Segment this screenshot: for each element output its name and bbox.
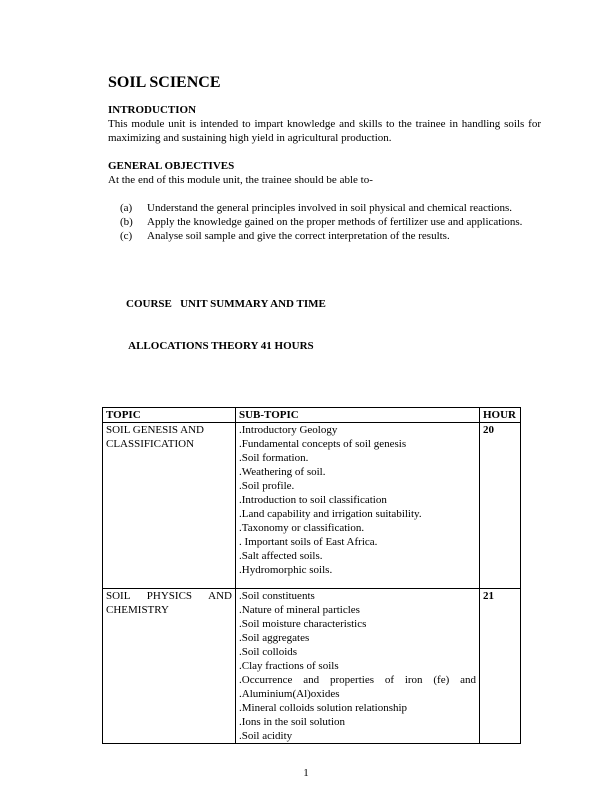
table-row <box>103 423 521 589</box>
table-row <box>103 589 521 744</box>
subtopic-item: . Important soils of East Africa. <box>239 536 378 548</box>
course-heading-line2: ALLOCATIONS THEORY 41 HOURS <box>126 340 314 352</box>
subtopic-item: .Soil formation. <box>239 452 309 464</box>
course-table <box>102 407 521 744</box>
list-text: Apply the knowledge gained on the proper methods of fertilizer use and applications. <box>147 216 523 228</box>
hour-cell: 21 <box>480 589 521 744</box>
subtopic-item: .Soil profile. <box>239 480 295 492</box>
list-item <box>120 215 541 229</box>
list-label: (c) <box>120 230 133 242</box>
course-heading-line1: COURSE UNIT SUMMARY AND TIME <box>126 298 326 310</box>
introduction-section <box>108 103 541 145</box>
subtopic-item: .Clay fractions of soils <box>239 660 339 672</box>
header-hour: HOUR <box>480 408 521 423</box>
subtopic-item: .Fundamental concepts of soil genesis <box>239 438 407 450</box>
list-text: Analyse soil sample and give the correct interpretation of the results. <box>147 230 450 242</box>
document-title: SOIL SCIENCE <box>108 74 221 91</box>
subtopic-item: .Nature of mineral particles <box>239 604 360 616</box>
subtopic-item: .Salt affected soils. <box>239 550 323 562</box>
introduction-text: This module unit is intended to impart knowledge and skills to the trainee in handling soils for maximizing and sustaining high yield in agricultural production. <box>108 118 541 144</box>
objectives-list <box>120 201 541 243</box>
subtopic-item: .Ions in the soil solution <box>239 716 346 728</box>
hour-cell: 20 <box>480 423 521 589</box>
subtopic-item: .Land capability and irrigation suitability. <box>239 508 422 520</box>
objectives-section <box>108 159 541 187</box>
header-subtopic: SUB-TOPIC <box>236 408 480 423</box>
introduction-heading: INTRODUCTION <box>108 104 197 116</box>
subtopic-item: .Hydromorphic soils. <box>239 564 333 576</box>
table-header-row <box>103 408 521 423</box>
subtopic-item: .Weathering of soil. <box>239 466 326 478</box>
topic-cell: SOIL PHYSICS AND CHEMISTRY <box>103 589 236 744</box>
subtopic-item: .Introductory Geology <box>239 424 338 436</box>
document-body <box>108 73 541 744</box>
subtopic-cell <box>236 423 480 589</box>
subtopic-item: .Occurrence and properties of iron (fe) and <box>239 674 476 686</box>
subtopic-cell <box>236 589 480 744</box>
page-number: 1 <box>303 767 309 779</box>
subtopic-item: .Introduction to soil classification <box>239 494 387 506</box>
course-heading <box>126 269 541 381</box>
list-item <box>120 229 541 243</box>
objectives-lead: At the end of this module unit, the trainee should be able to- <box>108 174 373 186</box>
subtopic-item: .Soil moisture characteristics <box>239 618 367 630</box>
subtopic-item: .Soil acidity <box>239 730 293 742</box>
list-label: (a) <box>120 202 133 214</box>
subtopic-item: .Soil colloids <box>239 646 298 658</box>
subtopic-item: .Mineral colloids solution relationship <box>239 702 408 714</box>
list-label: (b) <box>120 216 133 228</box>
objectives-heading: GENERAL OBJECTIVES <box>108 160 235 172</box>
header-topic: TOPIC <box>103 408 236 423</box>
list-text: Understand the general principles involved in soil physical and chemical reactions. <box>147 202 513 214</box>
list-item <box>120 201 541 215</box>
subtopic-item: .Taxonomy or classification. <box>239 522 365 534</box>
topic-cell: SOIL GENESIS AND CLASSIFICATION <box>103 423 236 589</box>
subtopic-item: .Aluminium(Al)oxides <box>239 688 340 700</box>
subtopic-item: .Soil constituents <box>239 590 315 602</box>
subtopic-item: .Soil aggregates <box>239 632 310 644</box>
